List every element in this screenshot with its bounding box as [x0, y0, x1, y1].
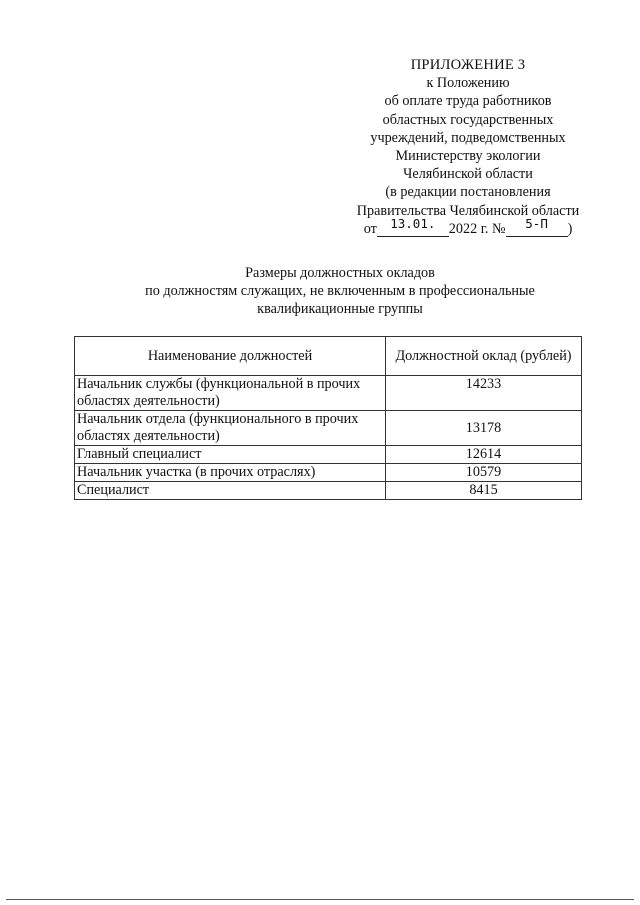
salary-value: 12614: [386, 446, 582, 464]
position-name: Главный специалист: [75, 446, 386, 464]
resolution-date-line: [340, 215, 596, 238]
closing-paren: ): [567, 220, 573, 237]
salary-value: 14233: [386, 376, 582, 411]
handwritten-number: 5-П: [506, 222, 568, 237]
bottom-edge-rule: [6, 899, 634, 900]
appendix-line: областных государственных: [382, 111, 554, 128]
table-row: [75, 464, 582, 482]
position-name: Начальник отдела (функционального в прочих областях деятельности): [75, 411, 386, 446]
position-name: Специалист: [75, 482, 386, 500]
table-row: [75, 446, 582, 464]
header-salary: Должностной оклад (рублей): [386, 337, 582, 376]
table-row: [75, 376, 582, 411]
appendix-line: учреждений, подведомственных: [370, 129, 566, 146]
appendix-line: к Положению: [426, 75, 510, 92]
appendix-header: [340, 56, 596, 238]
table-row: [75, 482, 582, 500]
table-row: [75, 411, 582, 446]
document-title: [80, 264, 600, 319]
salary-table: [74, 336, 582, 500]
title-line: по должностям служащих, не включенным в профессиональные: [145, 283, 535, 300]
title-line: Размеры должностных окладов: [245, 265, 435, 281]
appendix-line: Правительства Челябинской области: [356, 202, 580, 219]
title-line: квалификационные группы: [257, 301, 423, 318]
appendix-line: Челябинской области: [403, 166, 533, 183]
year-text: 2022 г. №: [448, 220, 506, 237]
handwritten-date: 13.01.: [377, 222, 449, 237]
appendix-line: Министерству экологии: [395, 148, 541, 165]
appendix-line: об оплате труда работников: [384, 93, 552, 110]
header-position-name: Наименование должностей: [75, 337, 386, 376]
salary-value: 10579: [386, 464, 582, 482]
position-name: Начальник службы (функциональной в прочих областях деятельности): [75, 376, 386, 411]
appendix-title: ПРИЛОЖЕНИЕ 3: [410, 57, 526, 73]
appendix-line: (в редакции постановления: [385, 184, 551, 201]
salary-value: 13178: [386, 411, 582, 446]
date-prefix: от: [363, 220, 377, 237]
salary-value: 8415: [386, 482, 582, 500]
position-name: Начальник участка (в прочих отраслях): [75, 464, 386, 482]
